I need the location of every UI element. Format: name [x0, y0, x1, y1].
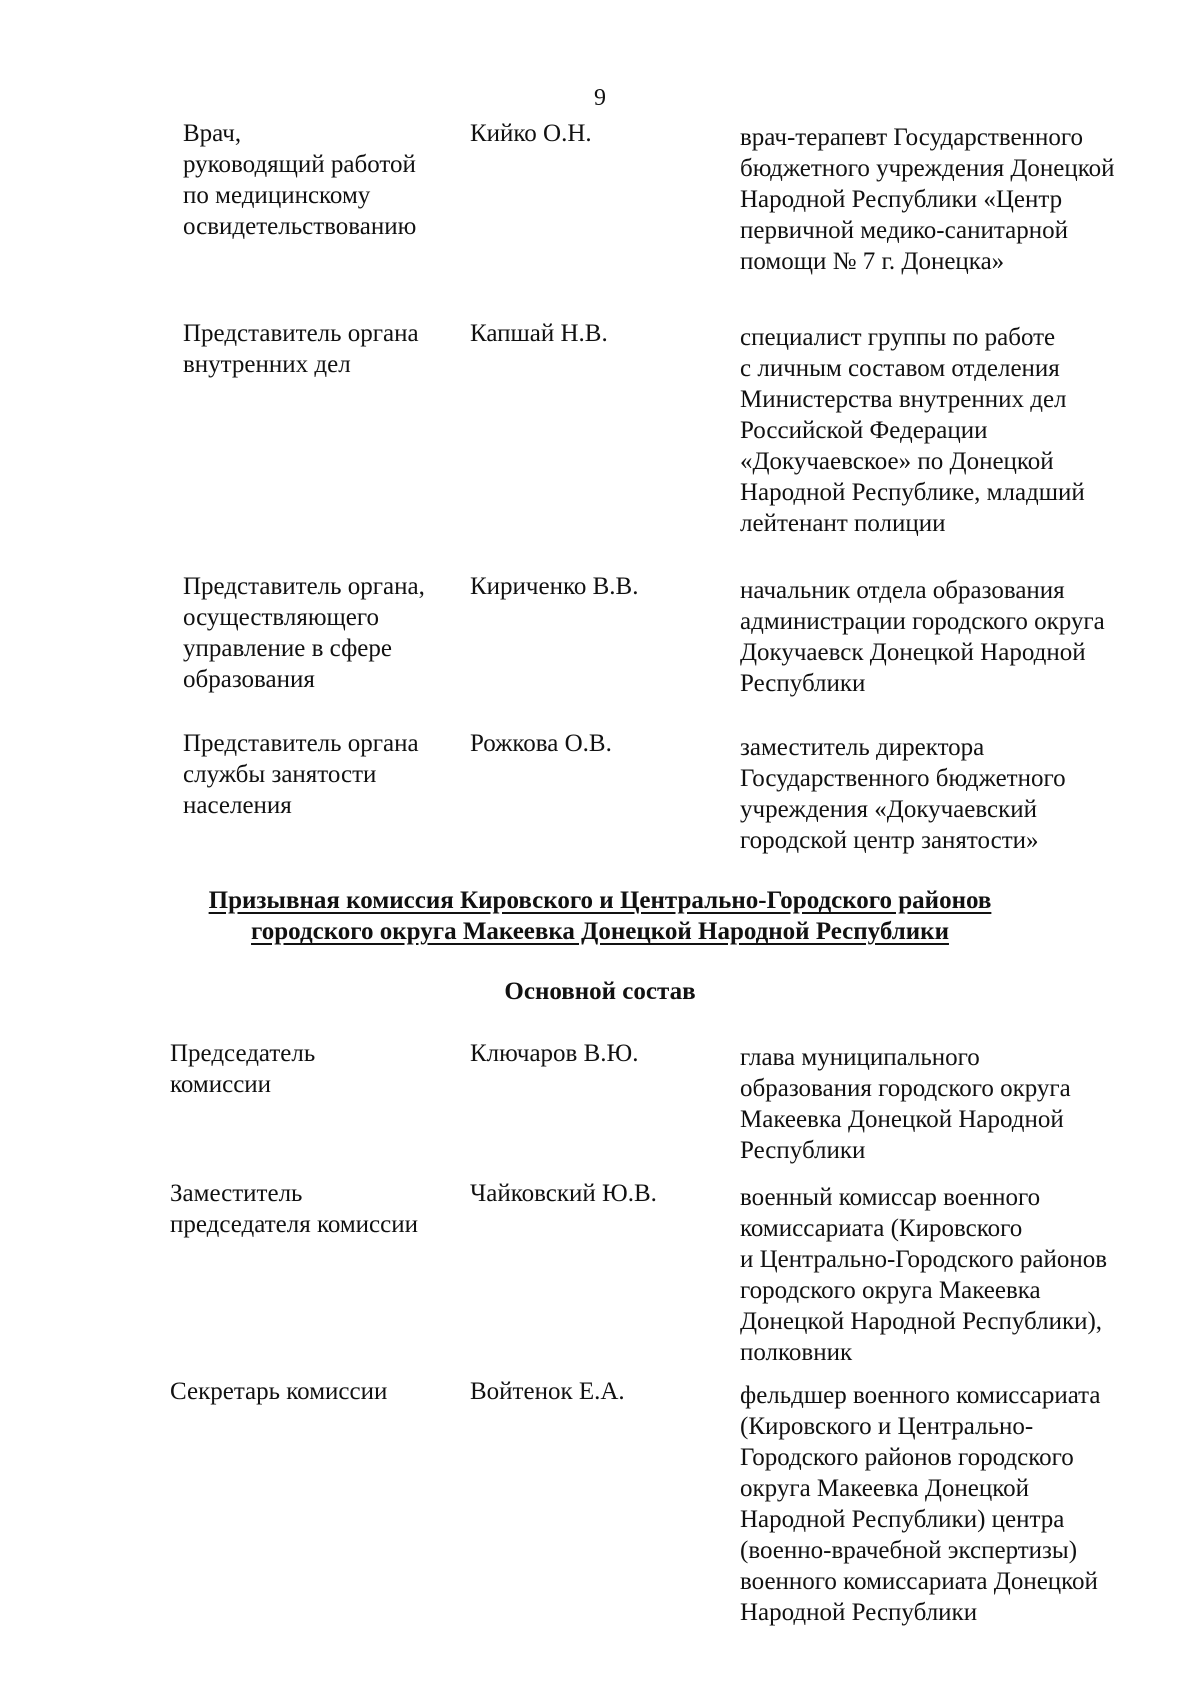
member-role: Врач, руководящий работой по медицинскому освидетельствованию — [183, 120, 417, 240]
member-role: Заместитель председателя комиссии — [170, 1180, 418, 1238]
member-name: Войтенок Е.А. — [470, 1378, 625, 1405]
member-position: заместитель директора Государственного бюджетного учреждения «Докучаевский городской центр занятости» — [740, 734, 1066, 854]
member-position: военный комиссар военного комиссариата (Кировского и Центрально-Городского районов городского округа Макеевка Донецкой Народной Республики), полковник — [740, 1184, 1108, 1366]
member-name: Кириченко В.В. — [470, 573, 639, 600]
member-position: глава муниципального образования городского округа Макеевка Донецкой Народной Республики — [740, 1044, 1071, 1164]
member-role: Представитель органа внутренних дел — [183, 320, 419, 378]
member-name: Рожкова О.В. — [470, 730, 612, 757]
member-role: Представитель органа службы занятости населения — [183, 730, 419, 819]
page-number: 9 — [594, 85, 606, 111]
member-name: Кийко О.Н. — [470, 120, 592, 147]
member-name: Ключаров В.Ю. — [470, 1040, 639, 1067]
commission-title-line-1: Призывная комиссия Кировского и Центрально-Городского районов — [208, 887, 992, 914]
member-position: фельдшер военного комиссариата (Кировского и Центрально- Городского районов городского округа Макеевка Донецкой Народной Республики) центра (военно-врачебной экспертизы) военного комиссариата Донецкой Народной Республики — [740, 1382, 1101, 1626]
member-role: Председатель комиссии — [170, 1040, 316, 1098]
composition-title: Основной состав — [504, 978, 696, 1005]
member-role: Представитель органа, осуществляющего управление в сфере образования — [183, 573, 425, 693]
commission-title-line-2: городского округа Макеевка Донецкой Народной Республики — [251, 918, 949, 945]
member-position: специалист группы по работе с личным составом отделения Министерства внутренних дел Российской Федерации «Докучаевское» по Донецкой Народной Республике, младший лейтенант полиции — [740, 324, 1085, 537]
member-position: начальник отдела образования администрации городского округа Докучаевск Донецкой Народной Республики — [740, 577, 1105, 697]
member-role: Секретарь комиссии — [170, 1378, 388, 1405]
member-name: Капшай Н.В. — [470, 320, 608, 347]
member-position: врач-терапевт Государственного бюджетного учреждения Донецкой Народной Республики «Центр первичной медико-санитарной помощи № 7 г. Донецка» — [740, 124, 1115, 275]
member-name: Чайковский Ю.В. — [470, 1180, 657, 1207]
